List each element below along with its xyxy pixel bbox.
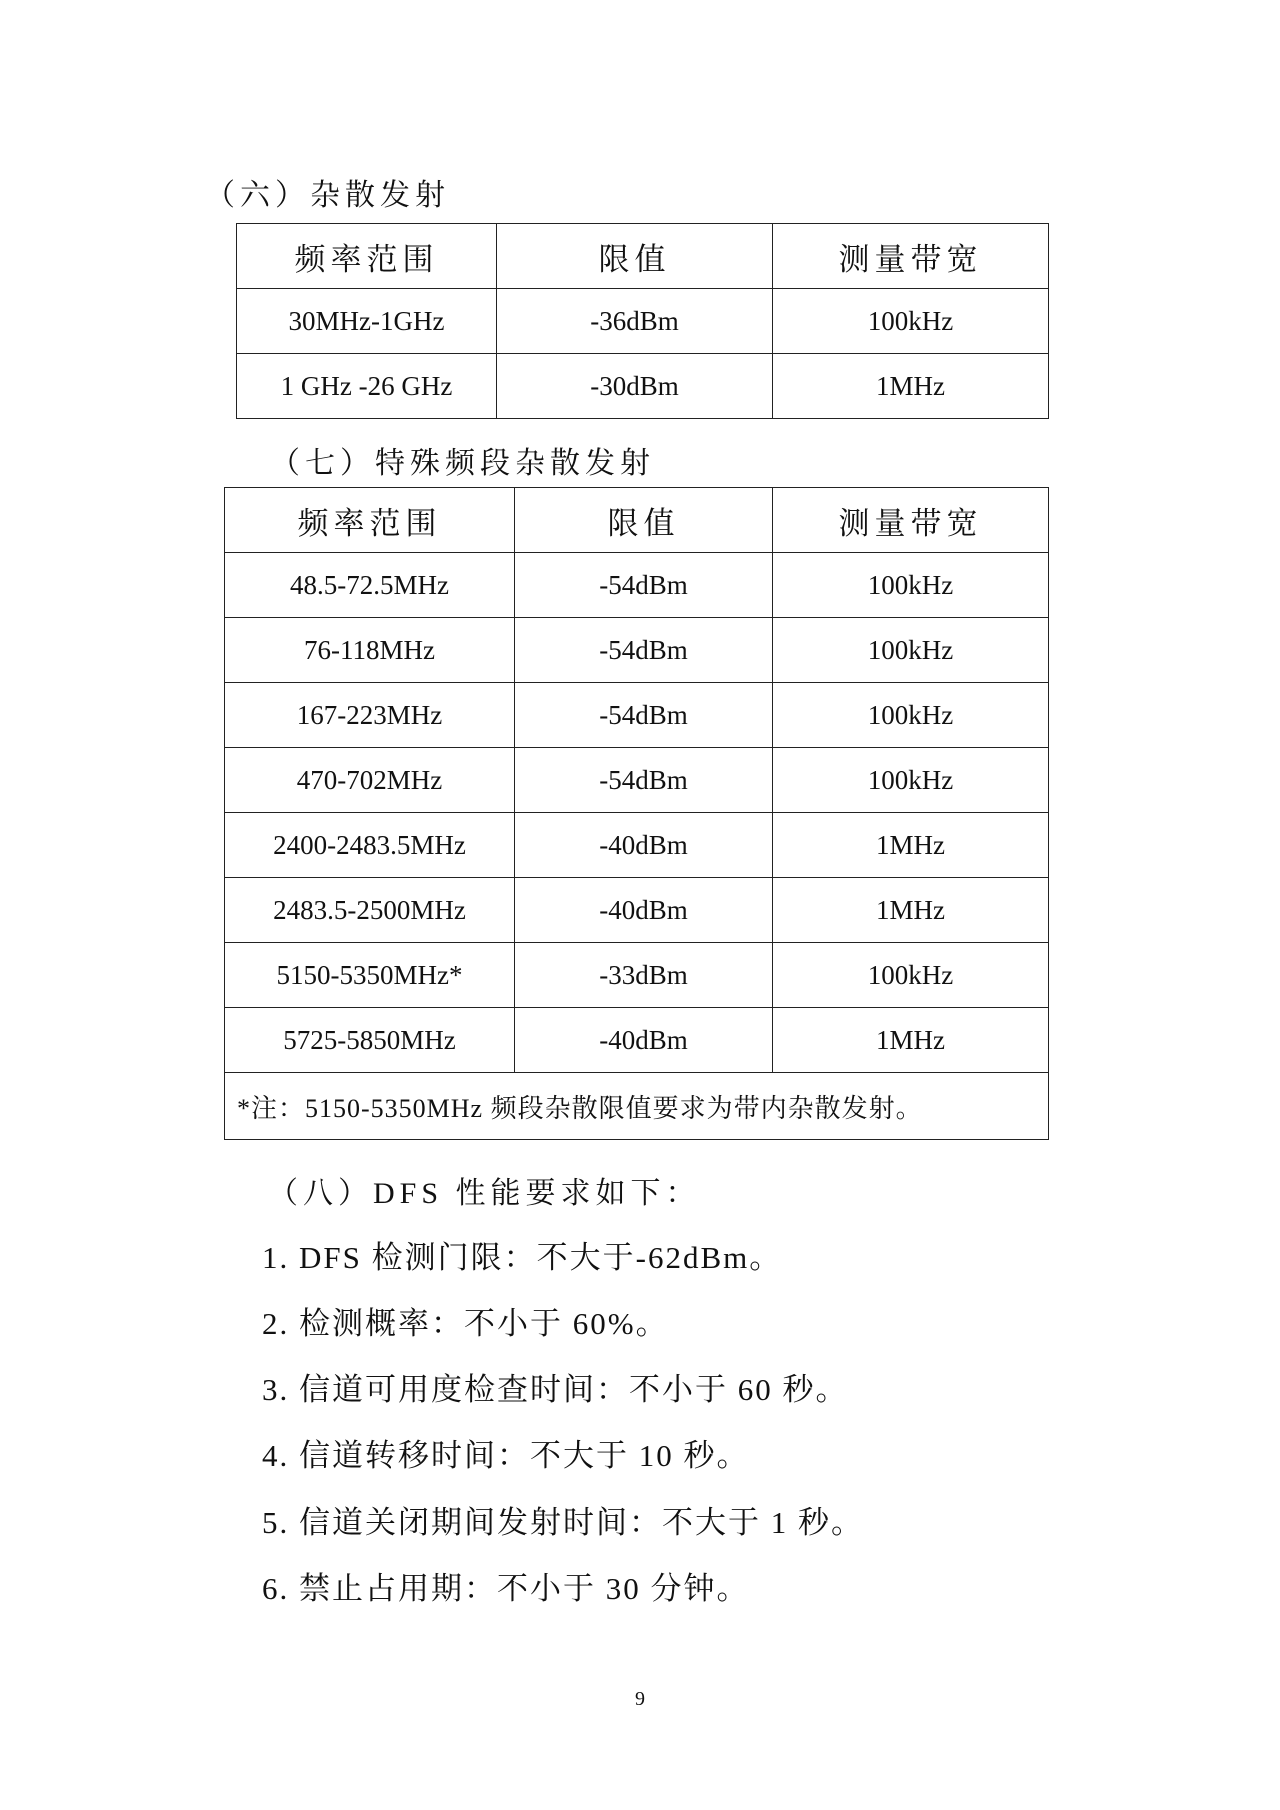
- cell-frequency-range: 30MHz-1GHz: [237, 289, 497, 354]
- cell-frequency-range: 167-223MHz: [225, 683, 515, 748]
- cell-limit: -40dBm: [515, 813, 773, 878]
- dfs-requirement-item: 2. 检测概率：不小于 60%。: [262, 1306, 669, 1341]
- cell-limit: -54dBm: [515, 618, 773, 683]
- dfs-requirement-item: 1. DFS 检测门限：不大于-62dBm。: [262, 1240, 783, 1275]
- table-row: [225, 943, 1049, 1008]
- cell-frequency-range: 470-702MHz: [225, 748, 515, 813]
- dfs-requirement-item: 5. 信道关闭期间发射时间：不大于 1 秒。: [262, 1505, 864, 1540]
- cell-frequency-range: 76-118MHz: [225, 618, 515, 683]
- cell-bandwidth: 1MHz: [773, 813, 1049, 878]
- spurious-emission-table: [236, 223, 1049, 419]
- table-row: [225, 553, 1049, 618]
- header-frequency-range: 频率范围: [237, 224, 497, 289]
- cell-limit: -33dBm: [515, 943, 773, 1008]
- table-row: [225, 878, 1049, 943]
- cell-limit: -30dBm: [497, 354, 773, 419]
- cell-frequency-range: 5725-5850MHz: [225, 1008, 515, 1073]
- cell-frequency-range: 48.5-72.5MHz: [225, 553, 515, 618]
- cell-bandwidth: 1MHz: [773, 878, 1049, 943]
- cell-limit: -40dBm: [515, 1008, 773, 1073]
- cell-frequency-range: 5150-5350MHz*: [225, 943, 515, 1008]
- dfs-requirement-item: 6. 禁止占用期：不小于 30 分钟。: [262, 1571, 750, 1606]
- cell-bandwidth: 100kHz: [773, 618, 1049, 683]
- header-frequency-range: 频率范围: [225, 488, 515, 553]
- dfs-requirement-item: 3. 信道可用度检查时间：不小于 60 秒。: [262, 1372, 849, 1407]
- table-row: [237, 354, 1049, 419]
- cell-bandwidth: 100kHz: [773, 683, 1049, 748]
- header-measurement-bandwidth: 测量带宽: [773, 224, 1049, 289]
- cell-frequency-range: 2400-2483.5MHz: [225, 813, 515, 878]
- special-band-spurious-table: [224, 487, 1049, 1140]
- cell-bandwidth: 1MHz: [773, 1008, 1049, 1073]
- table-row: [225, 1008, 1049, 1073]
- cell-limit: -54dBm: [515, 553, 773, 618]
- table-row: [237, 289, 1049, 354]
- cell-limit: -54dBm: [515, 748, 773, 813]
- header-limit: 限值: [497, 224, 773, 289]
- header-limit: 限值: [515, 488, 773, 553]
- cell-bandwidth: 100kHz: [773, 748, 1049, 813]
- cell-bandwidth: 100kHz: [773, 553, 1049, 618]
- cell-bandwidth: 1MHz: [773, 354, 1049, 419]
- section-8-heading: （八）DFS 性能要求如下：: [268, 1177, 701, 1210]
- table-row: [225, 748, 1049, 813]
- cell-limit: -40dBm: [515, 878, 773, 943]
- page-number: 9: [635, 1688, 645, 1710]
- table-row: [225, 813, 1049, 878]
- cell-frequency-range: 2483.5-2500MHz: [225, 878, 515, 943]
- header-measurement-bandwidth: 测量带宽: [773, 488, 1049, 553]
- table-note-row: [225, 1073, 1049, 1140]
- cell-limit: -54dBm: [515, 683, 773, 748]
- dfs-requirement-item: 4. 信道转移时间：不大于 10 秒。: [262, 1438, 750, 1473]
- table-row: [225, 683, 1049, 748]
- section-6-heading: （六）杂散发射: [205, 179, 450, 212]
- cell-frequency-range: 1 GHz -26 GHz: [237, 354, 497, 419]
- cell-bandwidth: 100kHz: [773, 943, 1049, 1008]
- section-7-heading: （七）特殊频段杂散发射: [270, 447, 655, 480]
- cell-limit: -36dBm: [497, 289, 773, 354]
- table-row: [225, 618, 1049, 683]
- cell-bandwidth: 100kHz: [773, 289, 1049, 354]
- table-note: *注：5150-5350MHz 频段杂散限值要求为带内杂散发射。: [225, 1073, 1049, 1140]
- table-header-row: [225, 488, 1049, 553]
- table-header-row: [237, 224, 1049, 289]
